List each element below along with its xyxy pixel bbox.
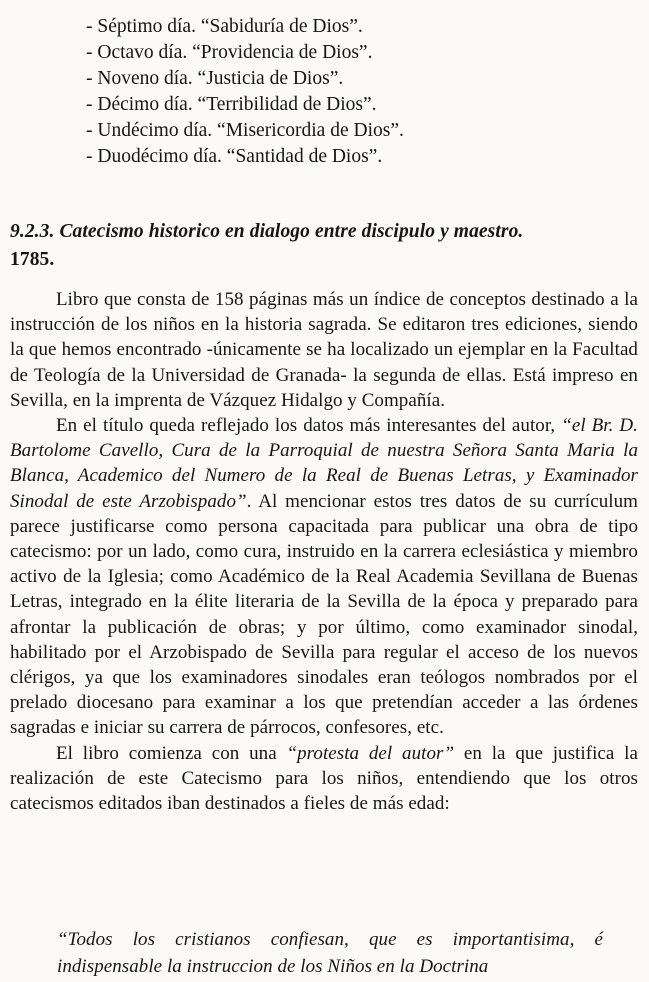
section-number-and-title: 9.2.3. Catecismo historico en dialogo entre discipulo y maestro. bbox=[10, 221, 524, 242]
author-paragraph-rest: . Al mencionar estos tres datos de su currículum parece justificarse como persona capacitada para publicar una obra de tipo catecismo: por un lado, como cura, instruido en la carrera eclesiástica y miembro activo de la Iglesia; como Académico de la Real Academia Sevillana de Buenas Letras, integrado en la élite literaria de la Sevilla de la época y preparado para afrontar la publicación de obras; y por último, como examinador sinodal, habilitado por el Arzobispado de Sevilla para regular el acceso de los nuevos clérigos, ya que los examinadores sinodales eran teólogos nombrados por el prelado diocesano para examinar a los que pretendían acceder a las órdenes sagradas e iniciar su carrera de párrocos, confesores, etc. bbox=[10, 490, 638, 739]
block-quote-excerpt: “Todos los cristianos confiesan, que es importantisima, é indispensable la instruccion de los Niños en la Doctrina bbox=[57, 929, 603, 977]
section-year: 1785. bbox=[10, 248, 55, 270]
section-heading bbox=[10, 218, 638, 273]
paragraph-book-opening bbox=[10, 741, 638, 817]
book-opening-lead: El libro comienza con una bbox=[56, 742, 287, 764]
list-item-duodecimo-dia: - Duodécimo día. “Santidad de Dios”. bbox=[86, 146, 383, 167]
protesta-del-autor-quote: “protesta del autor” bbox=[286, 742, 455, 764]
list-item-noveno-dia: - Noveno día. “Justicia de Dios”. bbox=[86, 68, 344, 89]
author-title-quote: “el Br. D. Bartolome Cavello, Cura de la Parroquial de nuestra Señora Santa Maria la Blanca, Academico del Numero de la Real de Buenas Letras, y Examinador Sinodal de este Arzobispado” bbox=[10, 415, 638, 512]
paragraph-book-description: Libro que consta de 158 páginas más un índice de conceptos destinado a la instrucción de los niños en la historia sagrada. Se editaron tres ediciones, siendo la que hemos encontrado -únicamente se ha localizado un ejemplar en la Facultad de Teología de la Universidad de Granada- la segunda de ellas. Está impreso en Sevilla, en la imprenta de Vázquez Hidalgo y Compañía. bbox=[10, 289, 638, 411]
book-opening-rest: en la que justifica la realización de este Catecismo para los niños, entendiendo que los otros catecismos editados iban destinados a fieles de más edad: bbox=[10, 742, 638, 815]
list-item-undecimo-dia: - Undécimo día. “Misericordia de Dios”. bbox=[86, 120, 404, 141]
list-item-decimo-dia: - Décimo día. “Terribilidad de Dios”. bbox=[86, 94, 377, 115]
list-item-septimo-dia: - Séptimo día. “Sabiduría de Dios”. bbox=[86, 16, 363, 37]
list-item-octavo-dia: - Octavo día. “Providencia de Dios”. bbox=[86, 42, 373, 63]
divine-attributes-day-list bbox=[10, 14, 638, 170]
paragraph-author-details bbox=[10, 413, 638, 741]
author-paragraph-lead: En el título queda reflejado los datos más interesantes del autor, bbox=[56, 415, 562, 437]
